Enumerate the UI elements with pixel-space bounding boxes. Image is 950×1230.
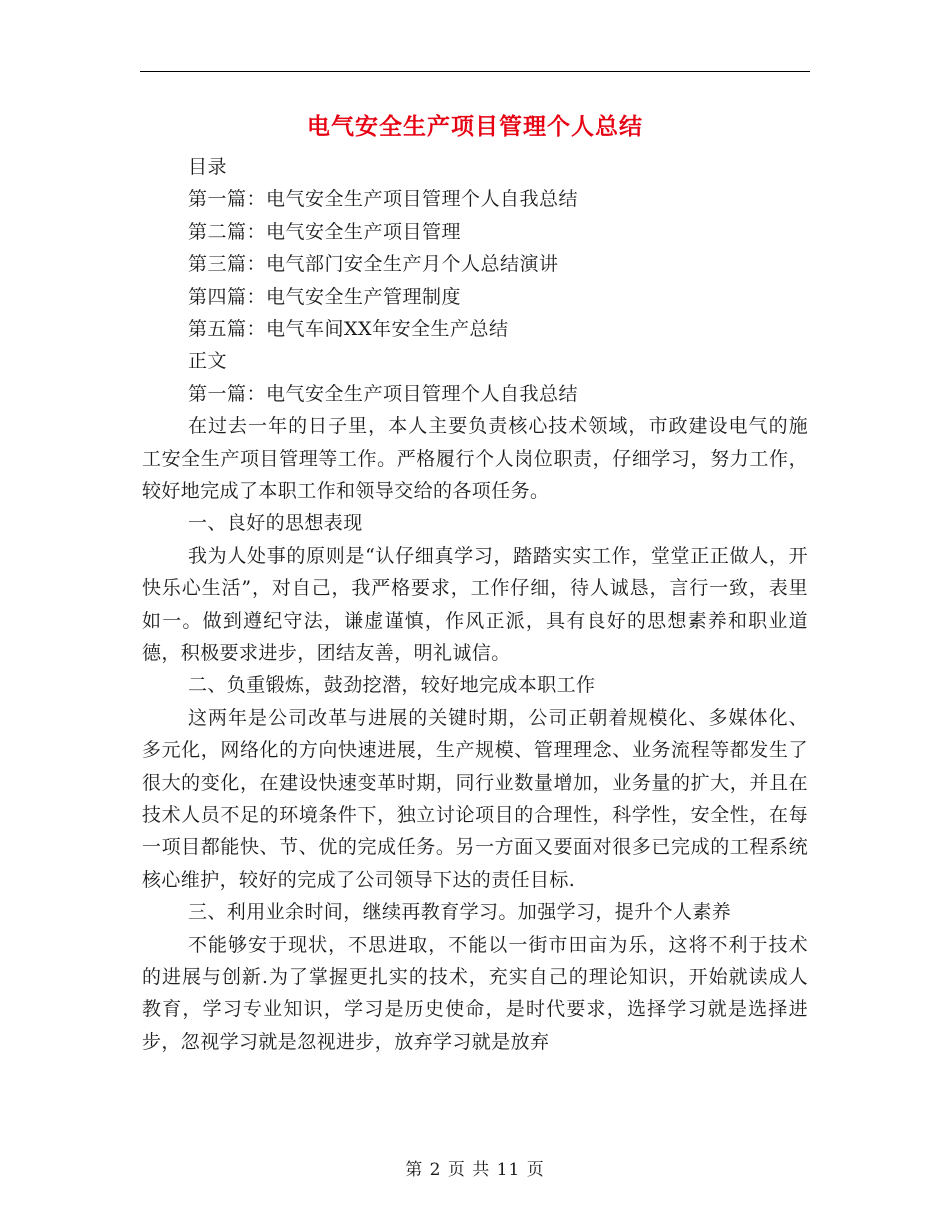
toc-heading: 目录 — [188, 156, 228, 178]
toc-item: 第二篇：电气安全生产项目管理 — [188, 220, 462, 243]
paragraph: 不能够安于现状，不思进取，不能以一街市田亩为乐，这将不利于技术的进展与创新.为了掌握更扎实的技术，充实自己的理论知识，开始就读成人教育，学习专业知识，学习是历史使命，是时代要求，选择学习就是选择进步，忽视学习就是忽视进步，放弃学习就是放弃 — [142, 933, 808, 1053]
toc-item: 第四篇：电气安全生产管理制度 — [188, 285, 462, 308]
section-heading: 二、负重锻炼，鼓劲挖潜，较好地完成本职工作 — [188, 674, 596, 697]
page-footer: 第 2 页 共 11 页 — [405, 1160, 545, 1180]
paragraph: 在过去一年的日子里，本人主要负责核心技术领域，市政建设电气的施工安全生产项目管理等工作。严格履行个人岗位职责，仔细学习，努力工作，较好地完成了本职工作和领导交给的各项任务。 — [142, 415, 808, 502]
chapter-title: 第一篇：电气安全生产项目管理个人自我总结 — [188, 382, 579, 405]
document-body — [142, 151, 808, 1058]
header-rule — [140, 71, 810, 72]
document-title: 电气安全生产项目管理个人总结 — [307, 113, 643, 140]
section-heading: 三、利用业余时间，继续再教育学习。加强学习，提升个人素养 — [188, 901, 732, 924]
paragraph: 我为人处事的原则是“认仔细真学习，踏踏实实工作，堂堂正正做人，开快乐心生活”，对自己，我严格要求，工作仔细，待人诚恳，言行一致，表里如一。做到遵纪守法，谦虚谨慎，作风正派，具有良好的思想素养和职业道德，积极要求进步，团结友善，明礼诚信。 — [142, 544, 808, 664]
paragraph: 这两年是公司改革与进展的关键时期，公司正朝着规模化、多媒体化、多元化，网络化的方向快速进展，生产规模、管理理念、业务流程等都发生了很大的变化，在建设快速变革时期，同行业数量增加，业务量的扩大，并且在技术人员不足的环境条件下，独立讨论项目的合理性，科学性，安全性，在每一项目都能快、节、优的完成任务。另一方面又要面对很多已完成的工程系统核心维护，较好的完成了公司领导下达的责任目标. — [142, 706, 808, 891]
toc-item: 第三篇：电气部门安全生产月个人总结演讲 — [188, 253, 559, 276]
body-heading: 正文 — [188, 350, 228, 373]
section-heading: 一、良好的思想表现 — [188, 512, 363, 535]
toc-item: 第一篇：电气安全生产项目管理个人自我总结 — [188, 188, 579, 211]
toc-item: 第五篇：电气车间XX年安全生产总结 — [188, 317, 509, 340]
